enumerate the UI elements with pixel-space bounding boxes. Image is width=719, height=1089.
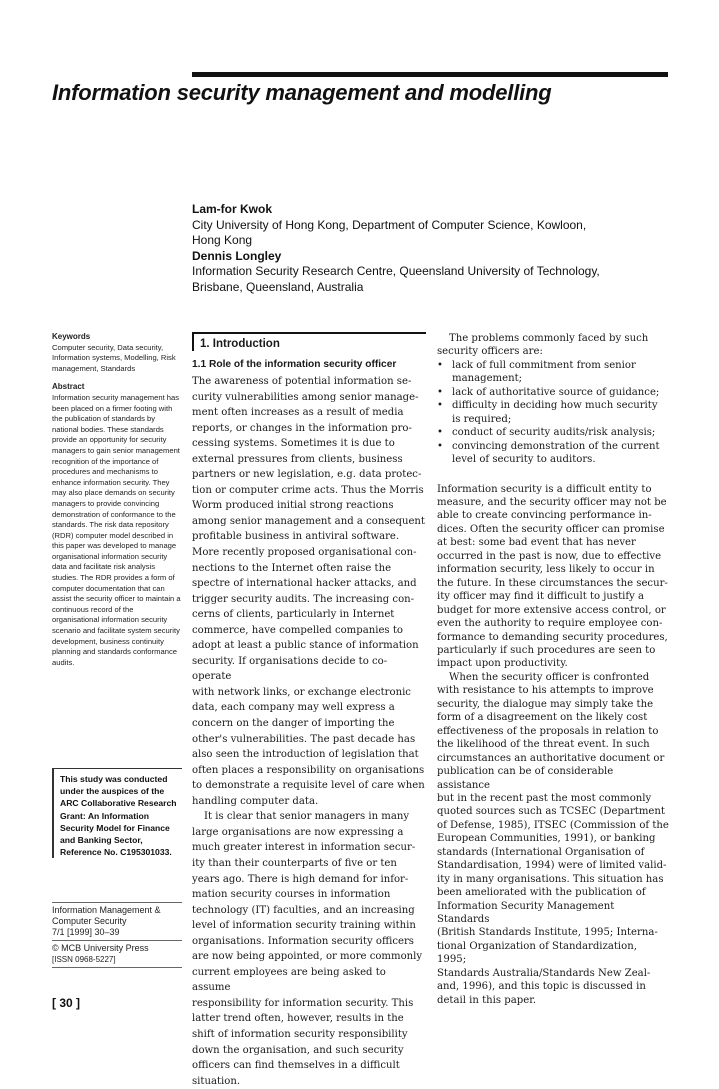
paragraph-2: It is clear that senior managers in many large organisations are now expressing a much greater interest in information secur- ity than their counterparts of five or ten years ago. There is high demand for infor- mation security courses in information technology (IT) faculties, and an increasing level of information security training within organisations. Information security officers are now being appointed, or more commonly current employees are being asked to assume responsibility for information security. This latter trend often, however, results in the shift of information security responsibility down the organisation, and such security officers can find themselves in a difficult situation. [192, 811, 423, 1087]
problems-list [437, 359, 669, 467]
body-column-2 [437, 332, 669, 1007]
journal-issue: 7/1 [1999] 30–39 [52, 927, 120, 937]
body-column-1 [192, 332, 426, 1089]
issn: [ISSN 0968-5227] [52, 955, 116, 964]
funding-note: This study was conducted under the auspices of the ARC Collaborative Research Grant: An Information Security Model for Finance and Banking Sector, Reference No. C195301033. [52, 768, 182, 858]
journal-info [52, 900, 182, 970]
journal-rule-top [52, 902, 182, 903]
page-number: [ 30 ] [52, 996, 81, 1010]
paragraph-1: The awareness of potential information se- curity vulnerabilities among senior manage- ment often increases as a result of media reports, or changes in the information pro- cessing systems. Sometimes it is due to external pressures from clients, business partners or new legislation, e.g. data protec- tion or computer crime acts. Thus the Morris Worm produced initial strong reactions among senior management and a consequent profitable business in antiviral software. More recently proposed organisational con- nections to the Internet often raise the spectre of international hacker attacks, and trigger security audits. The increasing con- cerns of clients, particularly in Internet commerce, have compelled companies to adopt at least a public stance of information security. If organisations decide to co-operate with network links, or exchange electronic data, each company may well express a concern on the danger of importing the other's vulnerabilities. The past decade has also seen the introduction of legislation that often places a responsibility on organisations to demonstrate a requisite level of care when handling computer data. [192, 376, 425, 807]
keywords-label: Keywords [52, 332, 91, 341]
sidebar [52, 332, 182, 676]
section-heading: 1. Introduction [192, 332, 426, 351]
publisher: © MCB University Press [52, 943, 149, 953]
paragraph-3: Information security is a difficult entity to measure, and the security officer may not be able to create convincing performance in- dices. Often the security officer can promise at best: some bad event that has never occurred in the past is now, due to effective information security, less likely to occur in the future. In these circumstances the secur- ity officer may find it difficult to justify a budget for more extensive access control, or even the authority to require employee con- formance to demanding security procedures, particularly if such procedures are seen to impact upon productivity. [437, 483, 668, 670]
author-affiliation-2: Information Security Research Centre, Queensland University of Technology, Brisbane, Queensland, Australia [192, 264, 600, 294]
list-item: • conduct of security audits/risk analysis; [437, 426, 669, 439]
list-item: • lack of full commitment from senior management; [437, 359, 669, 386]
journal-rule-bottom [52, 967, 182, 968]
keywords-text: Computer security, Data security, Information systems, Modelling, Risk management, Standards [52, 342, 176, 373]
journal-rule-mid [52, 940, 182, 941]
problems-intro: The problems commonly faced by such security officers are: [437, 333, 649, 358]
journal-name: Information Management & Computer Security [52, 905, 161, 926]
paragraph-4: When the security officer is confronted with resistance to his attempts to improve security, the dialogue may simply take the form of a disagreement on the likely cost effectiveness of the proposals in relation to the likelihood of the threat event. In such circumstances an authoritative document or publication can be of considerable assistance but in the recent past the most commonly quoted sources such as TCSEC (Department of Defense, 1985), ITSEC (Commission of the European Communities, 1991), or banking standards (International Organisation of Standardisation, 1994) were of limited valid- ity in many organisations. This situation has been ameliorated with the publication of Information Security Management Standards (British Standards Institute, 1995; Interna- tional Organization of Standardization, 1995; Standards Australia/Standards New Zeal- and, 1996), and this topic is discussed in detail in this paper. [437, 671, 669, 1006]
list-item: • convincing demonstration of the current level of security to auditors. [437, 440, 669, 467]
abstract-label: Abstract [52, 382, 85, 392]
paper-title: Information security management and modelling [52, 80, 552, 105]
author-block [192, 202, 662, 296]
abstract-text: Information security management has been placed on a firmer footing with the publication of standards by national bodies. These standards provide an opportunity for security managers to gain senior management recognition of the importance of procedures and mechanisms to enhance information security. They may also place demands on security managers to provide convincing demonstration of conformance to the standards. The risk data repository (RDR) computer model described in this paper was developed to manage organisational information security data and facilitate risk analysis studies. The RDR provides a form of computer documentation that can assist the security officer to maintain a continuous record of the organisational information security scenario and facilitate system security development, business continuity planning and standards conformance audits. [52, 392, 181, 667]
author-affiliation-1: City University of Hong Kong, Department of Computer Science, Kowloon, Hong Kong [192, 217, 587, 248]
abstract-block [52, 382, 182, 668]
list-item: • lack of authoritative source of guidance; [437, 386, 669, 399]
list-item: • difficulty in deciding how much security is required; [437, 399, 669, 426]
title-top-rule [192, 72, 668, 77]
author-name-2: Dennis Longley [192, 248, 282, 263]
subsection-heading: 1.1 Role of the information security officer [192, 359, 397, 370]
author-name-1: Lam-for Kwok [192, 202, 273, 216]
keywords-block [52, 332, 182, 374]
